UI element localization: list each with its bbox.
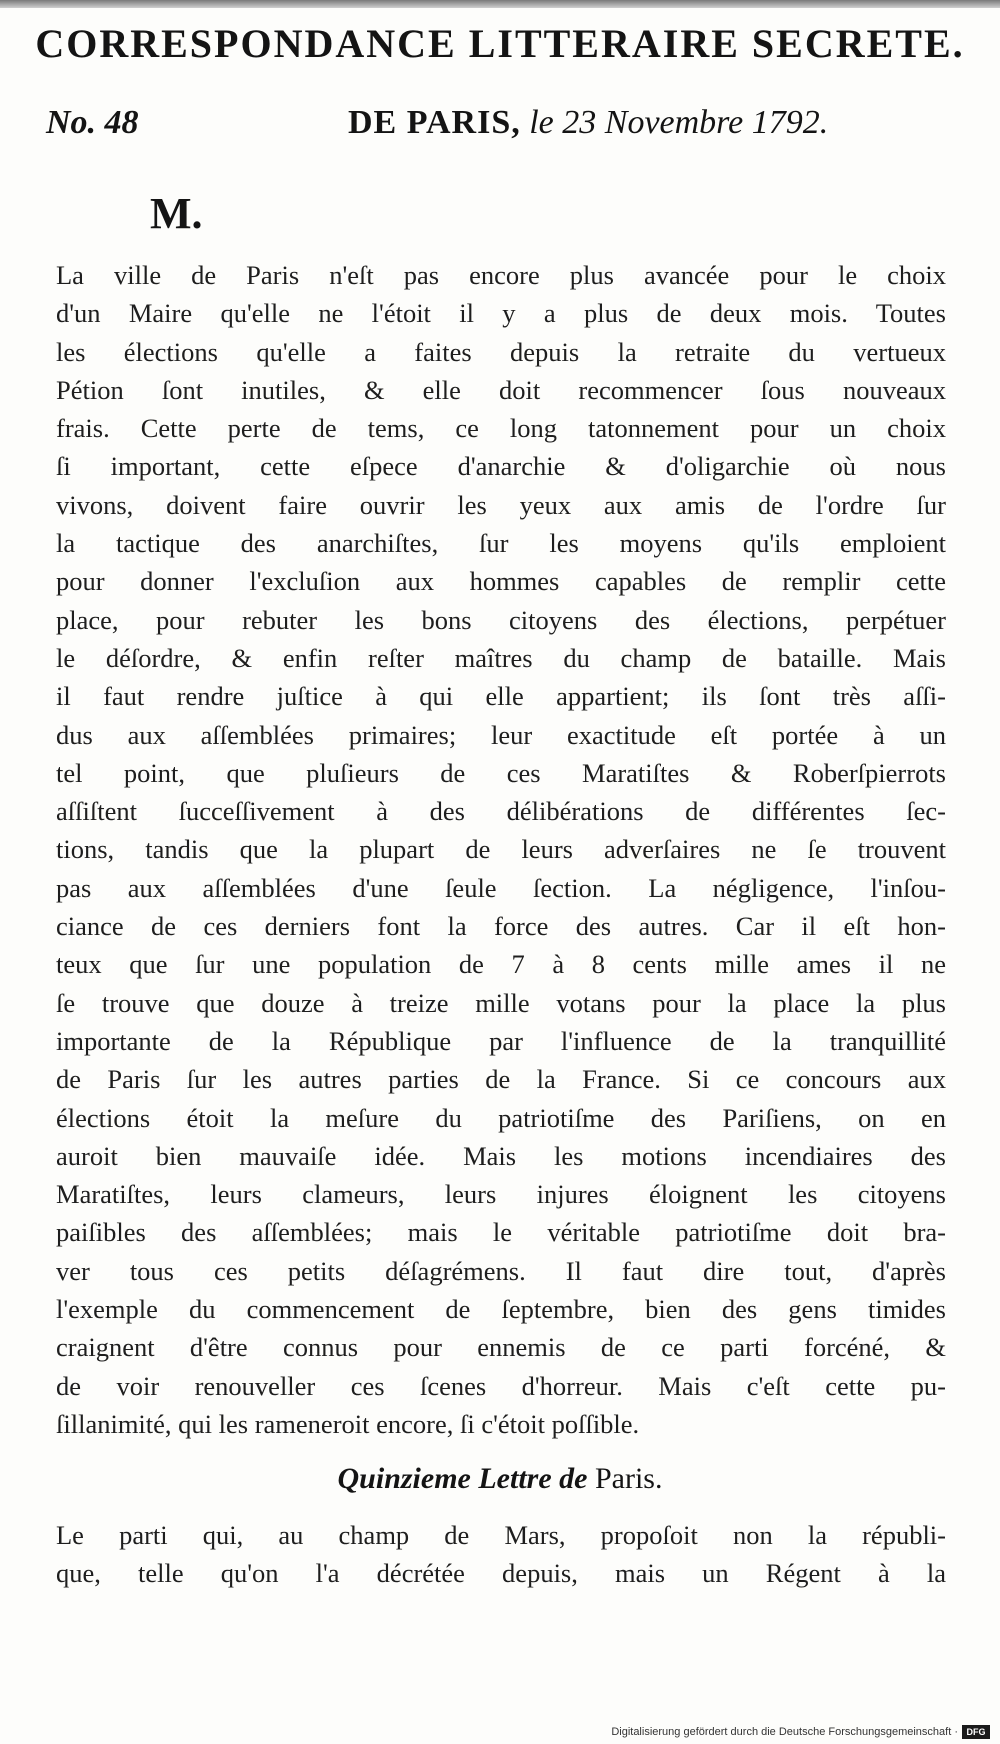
text-line: pour donner l'excluſion aux hommes capables de remplir cette xyxy=(56,566,946,597)
masthead-title: CORRESPONDANCE LITTERAIRE SECRETE. xyxy=(35,21,965,66)
text-line: ver tous ces petits déſagrémens. Il faut dire tout, d'après xyxy=(56,1255,946,1286)
text-line: importante de la République par l'influence de la tranquillité xyxy=(56,1025,946,1056)
dateline xyxy=(46,104,946,152)
text-line: de Paris ſur les autres parties de la France. Si ce concours aux xyxy=(56,1064,946,1095)
text-line: que, telle qu'on l'a décrétée depuis, mais un Régent à la xyxy=(56,1558,946,1589)
letter-paragraph-1 xyxy=(56,256,946,1443)
text-line: teux que ſur une population de 7 à 8 cents mille ames il ne xyxy=(56,949,946,980)
text-line: il faut rendre juſtice à qui elle appartient; ils ſont très aſſi- xyxy=(56,681,946,712)
text-line: tions, tandis que la plupart de leurs adverſaires ne ſe trouvent xyxy=(56,834,946,865)
salutation-initial: M. xyxy=(150,189,203,238)
dfg-logo: DFG xyxy=(962,1725,990,1739)
text-line: paiſibles des aſſemblées; mais le véritable patriotiſme doit bra- xyxy=(56,1217,946,1248)
text-line: la tactique des anarchiſtes, ſur les moyens qu'ils emploient xyxy=(56,528,946,559)
text-line: craignent d'être connus pour ennemis de ce parti forcéné, & xyxy=(56,1332,946,1363)
dateline-date: le 23 Novembre 1792. xyxy=(529,104,829,141)
text-line: vivons, doivent faire ouvrir les yeux aux amis de l'ordre ſur xyxy=(56,489,946,520)
text-line: ſe trouve que douze à treize mille votans pour la place la plus xyxy=(56,987,946,1018)
section-heading-place: Paris. xyxy=(594,1462,663,1495)
text-line: ciance de ces derniers font la force des autres. Car il eſt hon- xyxy=(56,911,946,942)
text-line: de voir renouveller ces ſcenes d'horreur. Mais c'eſt cette pu- xyxy=(56,1370,946,1401)
page-edge xyxy=(0,0,1000,8)
text-line: ſi important, cette eſpece d'anarchie & d'oligarchie où nous xyxy=(56,451,946,482)
text-line: ſillanimité, qui les rameneroit encore, ſi c'étoit poſſible. xyxy=(56,1408,640,1439)
text-line: Pétion ſont inutiles, & elle doit recommencer ſous nouveaux xyxy=(56,374,946,405)
text-line: les élections qu'elle a faites depuis la retraite du vertueux xyxy=(56,336,946,367)
digitization-credit: Digitalisierung gefördert durch die Deutsche Forschungsgemeinschaft · xyxy=(611,1726,958,1738)
section-heading-italic: Quinzieme Lettre de xyxy=(337,1462,588,1495)
text-line: dus aux aſſemblées primaires; leur exactitude eſt portée à un xyxy=(56,719,946,750)
letter-paragraph-2 xyxy=(56,1516,946,1593)
text-line: Le parti qui, au champ de Mars, propoſoit non la républi- xyxy=(56,1520,946,1550)
text-line: La ville de Paris n'eſt pas encore plus avancée pour le choix xyxy=(56,260,946,290)
text-line: l'exemple du commencement de ſeptembre, bien des gens timides xyxy=(56,1294,946,1325)
issue-number: No. 48 xyxy=(46,104,139,141)
text-line: frais. Cette perte de tems, ce long tatonnement pour un choix xyxy=(56,413,946,444)
text-line: aſſiſtent ſucceſſivement à des délibérations de différentes ſec- xyxy=(56,796,946,827)
section-heading xyxy=(0,1462,1000,1496)
text-line: tel point, que pluſieurs de ces Maratiſtes & Roberſpierrots xyxy=(56,757,946,788)
dateline-place: DE PARIS, xyxy=(348,104,521,141)
text-line: pas aux aſſemblées d'une ſeule ſection. La négligence, l'inſou- xyxy=(56,872,946,903)
text-line: place, pour rebuter les bons citoyens des élections, perpétuer xyxy=(56,604,946,635)
place-and-date xyxy=(348,104,828,142)
text-line: auroit bien mauvaiſe idée. Mais les motions incendiaires des xyxy=(56,1140,946,1171)
text-line: d'un Maire qu'elle ne l'étoit il y a plus de deux mois. Toutes xyxy=(56,298,946,329)
text-line: Maratiſtes, leurs clameurs, leurs injures éloignent les citoyens xyxy=(56,1179,946,1210)
text-line: élections étoit la meſure du patriotiſme des Pariſiens, on en xyxy=(56,1102,946,1133)
text-line: le déſordre, & enfin reſter maîtres du champ de bataille. Mais xyxy=(56,642,946,673)
